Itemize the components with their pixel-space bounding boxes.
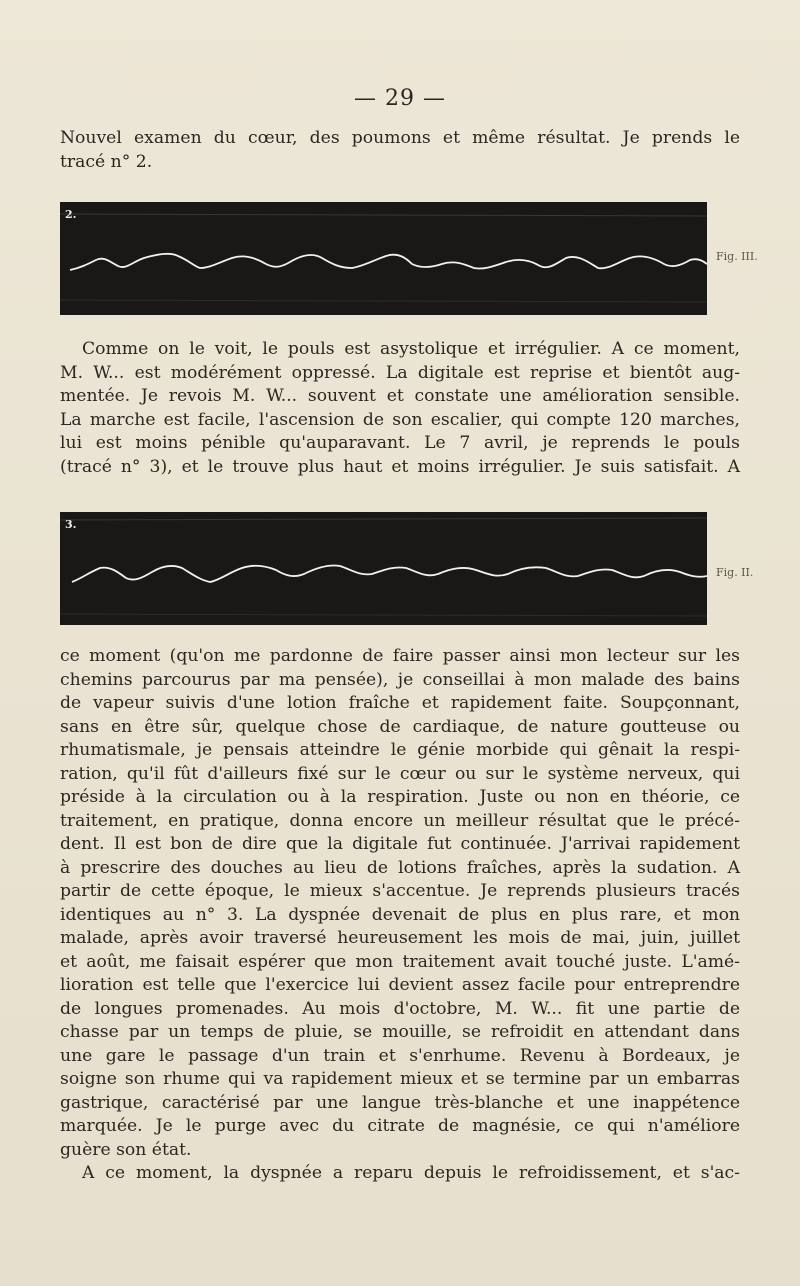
text-line: gastrique, caractérisé par une langue très-blanche et une inappétence	[60, 1092, 740, 1113]
tracing-number: 2.	[65, 208, 77, 221]
text-line: de longues promenades. Au mois d'octobre, M. W... fit une partie de	[60, 998, 740, 1019]
text-line: soigne son rhume qui va rapidement mieux et se termine par un embarras	[60, 1069, 740, 1089]
text-line: sans en être sûr, quelque chose de cardiaque, de nature goutteuse ou	[60, 716, 740, 737]
figure-label: Fig. II.	[716, 566, 754, 579]
text-line: La marche est facile, l'ascension de son escalier, qui compte 120 marches,	[60, 409, 740, 430]
text-line: lioration est telle que l'exercice lui devient assez facile pour entreprendre	[60, 975, 740, 995]
text-line: malade, après avoir traversé heureusement les mois de mai, juin, juillet	[60, 928, 740, 948]
text-line: traitement, en pratique, donna encore un meilleur résultat que le précé-	[60, 810, 740, 831]
pulse-waveform	[60, 202, 707, 315]
text-line: M. W... est modérément oppressé. La digitale est reprise et bientôt aug-	[60, 362, 740, 383]
pulse-tracing-3	[60, 512, 707, 625]
pulse-tracing-2	[60, 202, 707, 315]
text-line: et août, me faisait espérer que mon traitement avait touché juste. L'amé-	[60, 951, 740, 972]
page-number: — 29 —	[354, 86, 446, 111]
text-line: guère son état.	[60, 1139, 192, 1160]
text-line: mentée. Je revois M. W... souvent et constate une amélioration sensible.	[60, 386, 740, 406]
text-line: identiques au n° 3. La dyspnée devenait de plus en plus rare, et mon	[60, 904, 740, 925]
intro-paragraph	[60, 127, 740, 174]
text-line: ce moment (qu'on me pardonne de faire passer ainsi mon lecteur sur les	[60, 646, 740, 666]
body-paragraph	[60, 645, 740, 1186]
text-line: rhumatismale, je pensais atteindre le génie morbide qui gênait la respi-	[60, 740, 740, 760]
tracing-number: 3.	[65, 518, 77, 531]
text-line: marquée. Je le purge avec du citrate de magnésie, ce qui n'améliore	[60, 1116, 740, 1136]
text-line: A ce moment, la dyspnée a reparu depuis le refroidissement, et s'ac-	[82, 1163, 740, 1183]
text-line: Comme on le voit, le pouls est asystolique et irrégulier. A ce moment,	[82, 339, 740, 359]
text-line: Nouvel examen du cœur, des poumons et même résultat. Je prends le	[60, 128, 740, 148]
text-line: ration, qu'il fût d'ailleurs fixé sur le cœur ou sur le système nerveux, qui	[60, 763, 740, 784]
text-line: à prescrire des douches au lieu de lotions fraîches, après la sudation. A	[60, 857, 740, 878]
text-line: une gare le passage d'un train et s'enrhume. Revenu à Bordeaux, je	[60, 1045, 740, 1066]
text-line: chemins parcourus par ma pensée), je conseillai à mon malade des bains	[60, 669, 740, 690]
text-line: chasse par un temps de pluie, se mouille, se refroidit en attendant dans	[60, 1022, 740, 1042]
text-line: tracé n° 2.	[60, 151, 153, 172]
text-line: dent. Il est bon de dire que la digitale fut continuée. J'arrivai rapidement	[60, 834, 740, 854]
text-line: (tracé n° 3), et le trouve plus haut et moins irrégulier. Je suis satisfait. A	[60, 456, 740, 477]
text-line: partir de cette époque, le mieux s'accentue. Je reprends plusieurs tracés	[60, 881, 740, 901]
text-line: lui est moins pénible qu'auparavant. Le 7 avril, je reprends le pouls	[60, 433, 740, 453]
pulse-waveform	[60, 512, 707, 625]
middle-paragraph	[60, 338, 740, 479]
text-line: de vapeur suivis d'une lotion fraîche et rapidement faite. Soupçonnant,	[60, 693, 740, 713]
figure-label: Fig. III.	[716, 250, 758, 263]
text-line: préside à la circulation ou à la respiration. Juste ou non en théorie, ce	[60, 787, 740, 807]
